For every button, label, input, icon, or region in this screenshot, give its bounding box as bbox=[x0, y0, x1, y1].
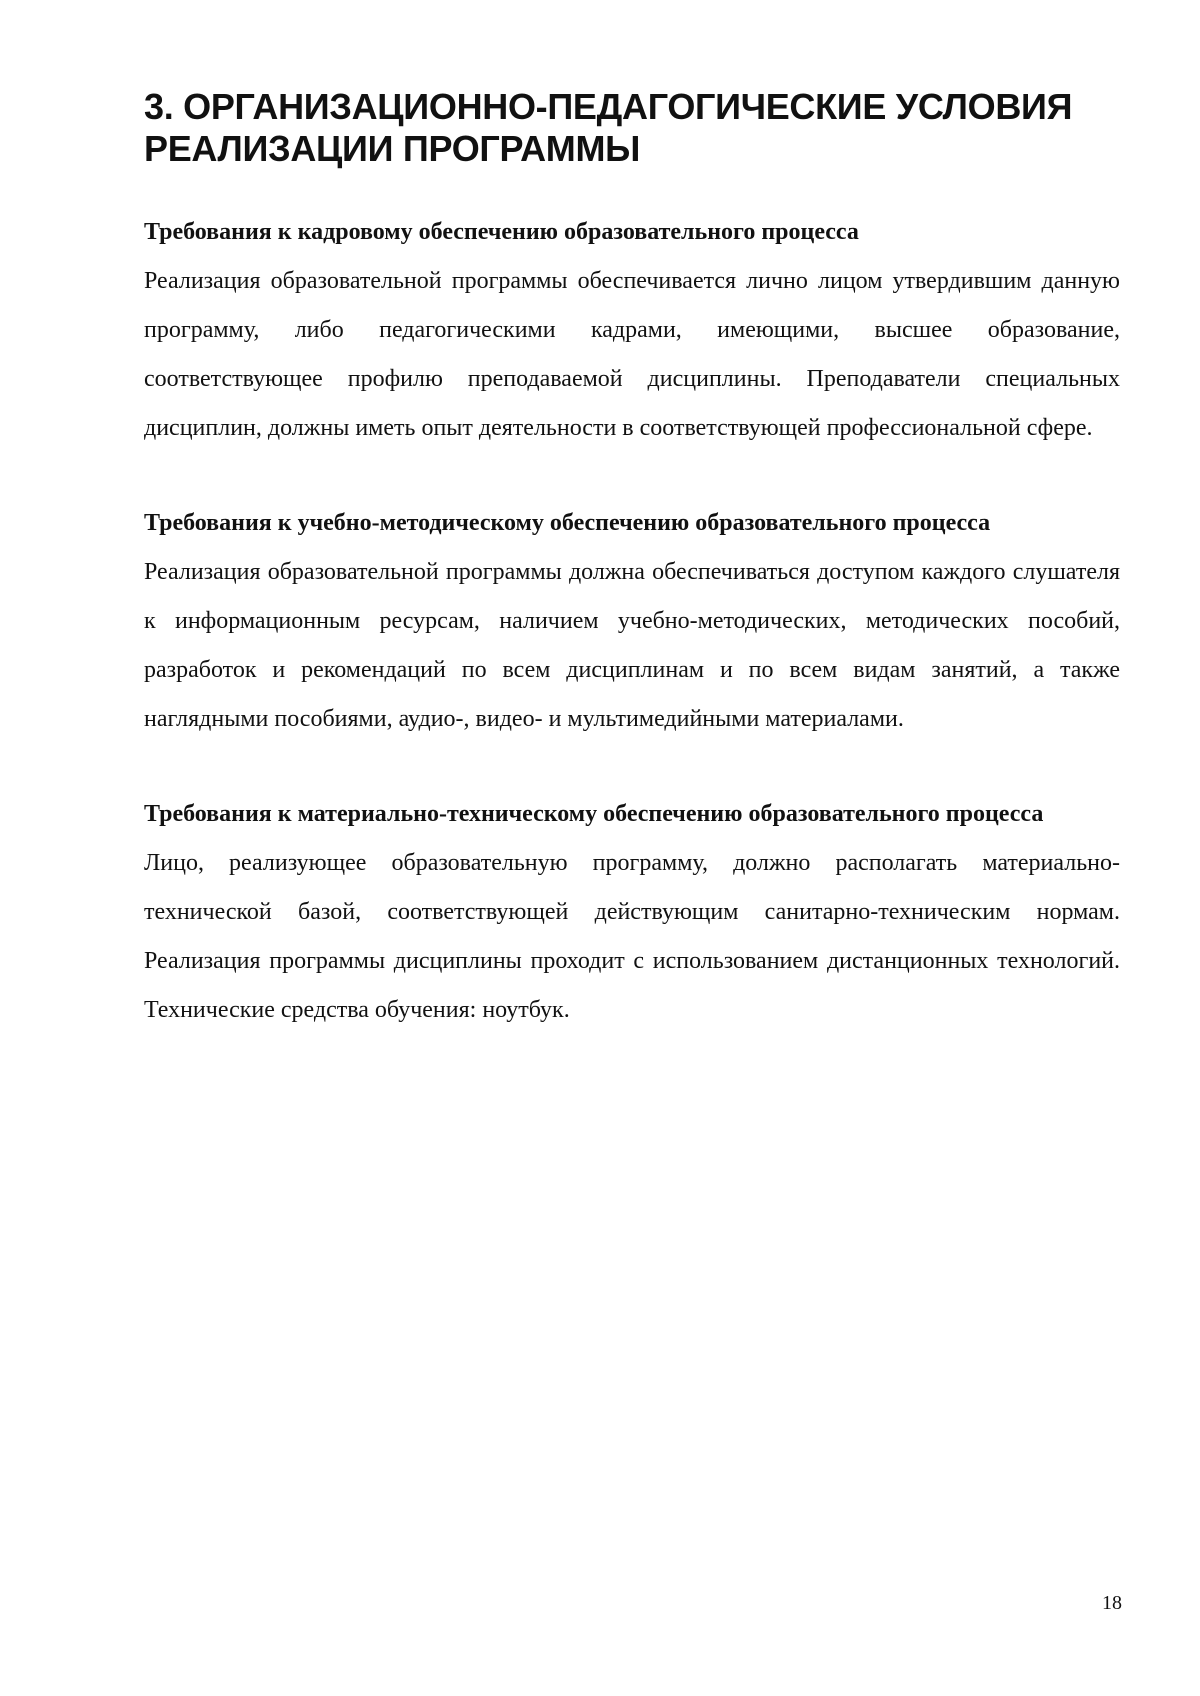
section-body: Реализация образовательной программы обеспечивается лично лицом утвердившим данную программу, либо педагогическими кадрами, имеющими, высшее образование, соответствующее профилю преподаваемой дисциплины. Преподаватели специальных дисциплин, должны иметь опыт деятельности в соответствующей профессиональной сфере. bbox=[144, 268, 1120, 441]
section-technical bbox=[144, 790, 1120, 1035]
section-staffing bbox=[144, 208, 1120, 453]
page-number: 18 bbox=[1102, 1592, 1122, 1614]
section-body: Реализация образовательной программы должна обеспечиваться доступом каждого слушателя к информационным ресурсам, наличием учебно-методических, методических пособий, разработок и рекомендаций по всем дисциплинам и по всем видам занятий, а также наглядными пособиями, аудио-, видео- и мультимедийными материалами. bbox=[144, 559, 1120, 732]
page-title: 3. ОРГАНИЗАЦИОННО-ПЕДАГОГИЧЕСКИЕ УСЛОВИЯ РЕАЛИЗАЦИИ ПРОГРАММЫ bbox=[144, 86, 1073, 169]
section-heading: Требования к материально-техническому обеспечению образовательного процесса bbox=[144, 801, 1044, 827]
section-methodology bbox=[144, 499, 1120, 744]
document-page bbox=[144, 86, 1120, 1035]
section-heading: Требования к кадровому обеспечению образовательного процесса bbox=[144, 219, 859, 245]
section-body: Лицо, реализующее образовательную программу, должно располагать материально-технической базой, соответствующей действующим санитарно-техническим нормам. Реализация программы дисциплины проходит с использованием дистанционных технологий. Технические средства обучения: ноутбук. bbox=[144, 850, 1120, 1023]
section-heading: Требования к учебно-методическому обеспечению образовательного процесса bbox=[144, 510, 991, 536]
